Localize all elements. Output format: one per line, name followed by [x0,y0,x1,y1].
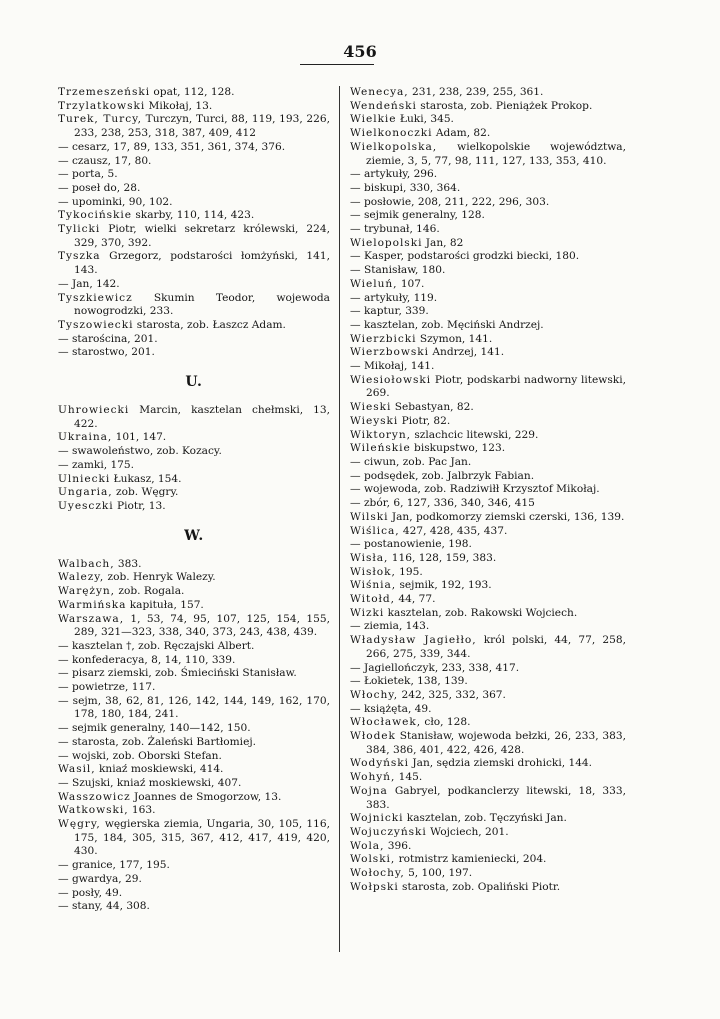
entries-u [58,404,330,514]
entry-text: — Mikołaj, 141. [350,360,435,373]
entry-headword: Wiśnia, [350,579,397,592]
entry-headword: Tyszka [58,250,101,263]
entry-headword: Ungaria, [58,486,113,499]
left-column [58,86,330,914]
entry-text: kasztelan, zob. Rakowski Wojciech. [384,606,578,619]
index-entry [350,579,626,593]
entry-text: cło, 128. [421,716,471,729]
index-entry [350,278,626,292]
entry-text: szlachcic litewski, 229. [410,428,539,441]
index-entry [350,689,626,703]
entry-headword: Wołochy, [350,867,405,880]
index-entry [58,292,330,319]
entry-text: biskupstwo, 123. [410,442,506,455]
index-entry [58,887,330,901]
section-heading-w: W. [184,527,204,544]
index-entry [350,100,626,114]
index-entry [58,445,330,459]
entry-text: starosta, zob. Łaszcz Adam. [133,318,286,331]
index-entry [350,86,626,100]
entry-text: 383. [114,557,142,570]
entry-text: Szymon, 141. [416,332,493,345]
index-entry [58,818,330,859]
entry-headword: Uyesczki [58,499,114,512]
index-entry [350,662,626,676]
entry-text: Joannes de Smogorzow, 13. [130,790,282,803]
index-entry [350,867,626,881]
entry-text: — Kasper, podstarości grodzki biecki, 180. [350,250,580,263]
index-entry [350,113,626,127]
index-entry [58,168,330,182]
index-entry [58,86,330,100]
index-entry [350,470,626,484]
index-entry [58,900,330,914]
index-entry [58,571,330,585]
entry-text: — sejmik generalny, 128. [350,209,485,222]
entry-text: — upominki, 90, 102. [58,195,173,208]
index-entry [58,459,330,473]
index-entry [58,695,330,722]
entry-text: starosta, zob. Pieniążek Prokop. [416,99,593,112]
entry-headword: Wieluń, [350,277,398,290]
index-entry [58,640,330,654]
index-entry [58,722,330,736]
entry-headword: Warężyn, [58,585,116,598]
entry-headword: Wilski [350,510,389,523]
entry-headword: Wojna [350,784,388,797]
index-entry [350,511,626,525]
index-entry [350,429,626,443]
entry-text: 427, 428, 435, 437. [399,524,508,537]
entry-text: — Szujski, kniaź moskiewski, 407. [58,776,242,789]
entry-text: Wojciech, 201. [426,825,509,838]
index-entry [58,196,330,210]
index-entry [350,593,626,607]
entry-headword: Wendeński [350,99,417,112]
index-entry [350,566,626,580]
entry-headword: Turek, Turcy, [58,113,142,126]
entry-text: Gabryel, podkanclerzy litewski, 18, 333, 383. [366,784,626,811]
entry-text: 231, 238, 239, 255, 361. [408,86,544,98]
entry-text: — gwardya, 29. [58,872,142,885]
entry-headword: Ukraina, [58,431,113,444]
entry-headword: Wołpski [350,880,399,893]
entry-headword: Wisła, [350,551,389,564]
entry-text: — podsędek, zob. Jalbrzyk Fabian. [350,469,535,482]
entry-text: — Jan, 142. [58,277,120,290]
entry-text: kniaź moskiewski, 414. [95,763,224,776]
index-entry [58,667,330,681]
entry-headword: Tylicki [58,223,101,236]
entry-headword: Walbach, [58,557,115,570]
index-entry [350,757,626,771]
entry-headword: Wieski [350,401,392,414]
entry-headword: Wisłok, [350,565,396,578]
entry-headword: Władysław Jagiełło, [350,634,477,647]
entry-text: Turczyn, Turci, 88, 119, 193, 226, 233, 238, 253, 318, 387, 409, 412 [74,113,330,140]
index-entry [58,155,330,169]
entry-text: 101, 147. [112,431,167,444]
entry-text: kapituła, 157. [126,598,204,611]
index-entry [350,716,626,730]
index-entry [58,736,330,750]
entry-text: Piotr, 82. [398,414,451,427]
entry-text: — starosta, zob. Żaleński Bartłomiej. [58,735,256,748]
entry-text: Stanisław, wojewoda bełzki, 26, 233, 383, 384, 386, 401, 422, 426, 428. [366,730,626,756]
entry-text: — wojski, zob. Oborski Stefan. [58,749,222,762]
entry-text: — artykuły, 296. [350,168,438,181]
entry-text: — zamki, 175. [58,458,135,471]
entry-headword: Warmińska [58,598,127,611]
index-entry [350,209,626,223]
entry-text: — cesarz, 17, 89, 133, 351, 361, 374, 376. [58,140,286,153]
entry-text: — starostwo, 201. [58,346,155,359]
entry-headword: Wielkie [350,113,397,126]
index-entry [350,881,626,895]
index-entry [350,182,626,196]
entry-headword: Trzemeszeński [58,86,151,98]
index-entry [350,620,626,634]
entry-headword: Wielopolski [350,236,423,249]
index-entry [58,404,330,431]
index-entry [350,483,626,497]
entry-text: Jan, sędzia ziemski drohicki, 144. [409,757,593,770]
entry-text: 195. [395,565,423,578]
index-entry [350,360,626,374]
index-entry [350,826,626,840]
index-entry [58,333,330,347]
entry-text: Łuki, 345. [396,113,454,126]
entry-headword: Wola, [350,839,385,852]
index-entry [350,196,626,210]
entry-text: — sejmik generalny, 140—142, 150. [58,722,251,735]
entry-text: — kasztelan, zob. Męciński Andrzej. [350,318,544,331]
index-entry [58,431,330,445]
entry-text: Mikołaj, 13. [145,99,213,112]
index-entry [350,703,626,717]
index-entry [58,558,330,572]
entry-text: węgierska ziemia, Ungaria, 30, 105, 116, 175, 184, 305, 315, 367, 412, 417, 419, 420, 430. [74,818,330,858]
index-entry [58,859,330,873]
index-entry [350,525,626,539]
index-entry [58,654,330,668]
index-entry [58,182,330,196]
entry-headword: Tyszkiewicz [58,291,133,304]
index-entry [350,415,626,429]
index-entry [350,305,626,319]
entry-text: sejmik, 192, 193. [396,579,492,592]
index-entry [350,812,626,826]
entry-headword: Wizki [350,606,385,619]
entry-text: — powietrze, 117. [58,681,156,694]
index-entry [58,750,330,764]
index-entry [350,333,626,347]
entry-headword: Wojuczyński [350,825,427,838]
index-entry [350,538,626,552]
entry-headword: Uhrowiecki [58,404,130,417]
entry-text: 242, 325, 332, 367. [398,688,506,701]
index-entry [350,346,626,360]
index-entry [58,777,330,791]
entry-text: — postanowienie, 198. [350,538,472,551]
index-entry [58,346,330,360]
entry-headword: Wasszowicz [58,790,131,803]
index-entry [350,771,626,785]
entry-headword: Wierzbowski [350,346,429,359]
entry-text: kasztelan, zob. Tęczyński Jan. [403,812,567,825]
entry-text: — posły, 49. [58,886,123,899]
entry-text: Piotr, podskarbi nadworny litewski, 269. [366,373,626,400]
entry-text: — granice, 177, 195. [58,859,170,872]
entry-text: 116, 128, 159, 383. [388,551,497,564]
entry-text: Jan, 82 [422,236,464,249]
entry-text: — książęta, 49. [350,702,432,715]
entry-text: — poseł do, 28. [58,181,141,194]
header-rule [300,64,374,65]
index-entry [58,278,330,292]
entry-text: Andrzej, 141. [428,346,505,359]
index-entry [350,374,626,401]
index-entry [58,613,330,640]
index-entry [58,209,330,223]
entry-text: Marcin, kasztelan chełmski, 13, 422. [74,404,330,430]
index-entry [58,681,330,695]
entry-text: Piotr, 13. [113,499,166,512]
entries-right [350,86,626,894]
entries-w [58,558,330,914]
entry-text: — pisarz ziemski, zob. Śmieciński Stanisław. [58,667,297,680]
entry-text: — ciwun, zob. Pac Jan. [350,455,472,468]
entry-text: — biskupi, 330, 364. [350,181,461,194]
index-entry [350,223,626,237]
entry-text: 107. [397,277,425,290]
entry-text: zob. Rogala. [115,585,185,598]
section-heading-u: U. [185,374,203,391]
entry-headword: Wohyń, [350,771,396,784]
entry-headword: Wasil, [58,763,96,776]
index-entry [350,456,626,470]
index-entry [350,250,626,264]
index-entry [350,401,626,415]
entry-text: — porta, 5. [58,168,118,181]
index-entry [58,791,330,805]
entry-headword: Tyszowiecki [58,318,134,331]
entry-headword: Włocławek, [350,716,422,729]
entry-headword: Włochy, [350,688,399,701]
entry-headword: Wiesiołowski [350,373,432,386]
entry-headword: Węgry, [58,818,101,831]
entry-headword: Włodek [350,730,396,743]
entry-text: — wojewoda, zob. Radziwiłł Krzysztof Mikołaj. [350,483,600,496]
entry-text: — Łokietek, 138, 139. [350,675,468,688]
index-entry [58,319,330,333]
entry-headword: Watkowski, [58,804,129,817]
entry-text: — Jagiellończyk, 233, 338, 417. [350,661,520,674]
entry-headword: Wiślica, [350,524,400,537]
entry-text: 1, 53, 74, 95, 107, 125, 154, 155, 289, 321—323, 338, 340, 373, 243, 438, 439. [74,612,330,639]
entry-text: rotmistrz kamieniecki, 204. [395,853,547,866]
index-entry [350,319,626,333]
right-column [350,86,626,894]
index-entry [58,100,330,114]
entry-headword: Wojnicki [350,812,404,825]
index-entry [58,599,330,613]
index-entry [350,264,626,278]
index-entry [350,497,626,511]
entry-text: 163. [128,804,156,817]
entry-text: Sebastyan, 82. [391,401,474,414]
entry-headword: Wolski, [350,853,396,866]
entry-text: — Stanisław, 180. [350,264,446,277]
entry-headword: Trzylatkowski [58,99,146,112]
index-entry [350,141,626,168]
entry-text: — czausz, 17, 80. [58,154,152,167]
index-entry [350,237,626,251]
entry-text: Jan, podkomorzy ziemski czerski, 136, 139. [388,510,625,523]
entry-text: król polski, 44, 77, 258, 266, 275, 339, 344. [366,634,626,660]
entry-text: — posłowie, 208, 211, 222, 296, 303. [350,195,550,208]
entries-t [58,86,330,360]
entry-text: opat, 112, 128. [150,86,235,98]
entry-text: skarby, 110, 114, 423. [132,209,255,222]
entry-text: — zbór, 6, 127, 336, 340, 346, 415 [350,497,535,510]
column-divider [339,86,340,952]
index-entry [350,552,626,566]
entry-text: — kaptur, 339. [350,305,429,318]
index-entry [58,473,330,487]
entry-text: zob. Węgry. [112,486,179,499]
index-entry [58,804,330,818]
entry-text: 44, 77. [395,593,436,606]
entry-headword: Wenecya, [350,86,409,98]
entry-headword: Warszawa, [58,612,125,625]
index-entry [58,250,330,277]
entry-text: starosta, zob. Opaliński Piotr. [398,880,561,893]
entry-text: Skumin Teodor, wojewoda nowogrodzki, 233. [74,291,330,318]
entry-text: — starościna, 201. [58,332,158,345]
entry-headword: Wieyski [350,414,399,427]
page-number: 456 [343,42,377,61]
index-entry [58,223,330,250]
entry-text: 145. [395,771,423,784]
index-entry [58,873,330,887]
entry-headword: Wielkonoczki [350,127,433,140]
index-entry [58,141,330,155]
index-entry [350,292,626,306]
entry-text: — konfederacya, 8, 14, 110, 339. [58,653,236,666]
entry-text: zob. Henryk Walezy. [104,571,216,584]
index-entry [58,763,330,777]
entry-headword: Wileńskie [350,442,411,455]
entry-headword: Tykocińskie [58,209,132,222]
entry-headword: Wielkopolska, [350,140,438,153]
entry-text: 396. [384,839,412,852]
entry-text: Piotr, wielki sekretarz królewski, 224, 329, 370, 392. [74,223,330,249]
index-entry [58,486,330,500]
entry-headword: Walezy, [58,571,105,584]
entry-text: Grzegorz, podstarości łomżyński, 141, 143. [74,250,330,277]
entry-text: — trybunał, 146. [350,223,440,236]
entry-text: — kasztelan †, zob. Ręczajski Albert. [58,639,255,652]
entry-text: — stany, 44, 308. [58,900,150,913]
entry-text: — ziemia, 143. [350,620,430,633]
entry-headword: Ulniecki [58,472,111,485]
entry-headword: Wierzbicki [350,332,417,345]
entry-text: — artykuły, 119. [350,291,438,304]
entry-text: Adam, 82. [432,127,491,140]
entry-headword: Witołd, [350,593,395,606]
index-entry [350,168,626,182]
index-entry [58,113,330,140]
index-entry [58,500,330,514]
entry-text: — sejm, 38, 62, 81, 126, 142, 144, 149, 162, 170, 178, 180, 184, 241. [58,694,330,721]
index-entry [350,127,626,141]
entry-text: wielkopolskie województwa, ziemie, 3, 5, 77, 98, 111, 127, 133, 353, 410. [366,140,626,167]
index-entry [350,730,626,757]
index-entry [350,853,626,867]
entry-headword: Wodyński [350,757,410,770]
entry-text: — swawoleństwo, zob. Kozacy. [58,445,222,458]
index-entry [350,785,626,812]
index-entry [350,442,626,456]
index-entry [350,675,626,689]
entry-headword: Wiktoryn, [350,428,411,441]
entry-text: 5, 100, 197. [404,867,473,880]
index-entry [350,634,626,661]
index-entry [350,607,626,621]
index-entry [58,585,330,599]
index-entry [350,840,626,854]
entry-text: Łukasz, 154. [110,472,182,485]
